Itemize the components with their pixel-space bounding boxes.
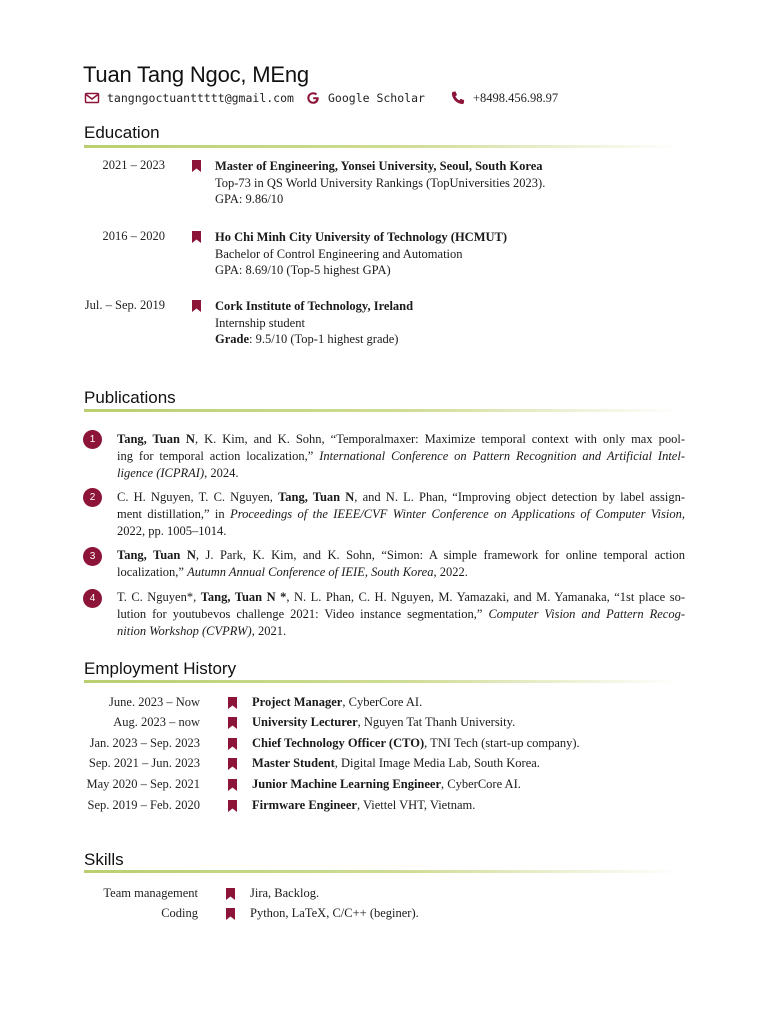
bookmark-icon	[228, 779, 237, 791]
employment-date: Jan. 2023 – Sep. 2023	[89, 736, 200, 750]
publications-section-title: Publications	[84, 388, 176, 407]
publication-number-badge: 1	[83, 430, 102, 449]
skill-category: Team management	[103, 886, 198, 900]
employment-entry	[252, 777, 521, 792]
education-entry	[215, 158, 545, 208]
publication-text: , 2021.	[251, 624, 287, 638]
publication-venue: Proceedings of the IEEE/CVF Winter Conference on Applications of Computer Vision	[230, 507, 682, 521]
publication-item	[117, 489, 685, 540]
publication-text: lution for youtubevos challenge 2021: Video instance segmentation,”	[117, 607, 489, 621]
bookmark-icon	[228, 738, 237, 750]
skill-category: Coding	[161, 906, 198, 920]
skill-value: Jira, Backlog.	[250, 886, 320, 900]
education-institution: Master of Engineering, Yonsei University, Seoul, South Korea	[215, 159, 543, 173]
publication-text: , and N. L. Phan, “Improving object detection by label assign-	[354, 490, 685, 504]
education-entry	[215, 229, 507, 279]
education-date: 2021 – 2023	[102, 158, 165, 172]
employment-entry	[252, 798, 475, 813]
bookmark-icon	[228, 800, 237, 812]
bookmark-icon	[228, 758, 237, 770]
publication-venue: ligence (ICPRAI)	[117, 466, 205, 480]
grade-label: Grade	[215, 332, 250, 346]
publication-item	[117, 589, 685, 640]
employment-org: , TNI Tech (start-up company).	[424, 736, 580, 750]
publication-number-badge: 4	[83, 589, 102, 608]
google-icon	[305, 90, 321, 106]
author-self: Tang, Tuan N	[117, 548, 196, 562]
publication-text: C. H. Nguyen, T. C. Nguyen,	[117, 490, 279, 504]
education-section-title: Education	[84, 123, 160, 142]
email-text[interactable]: tangngoctuanttttt@gmail.com	[107, 91, 294, 105]
employment-date: Sep. 2019 – Feb. 2020	[87, 798, 200, 812]
person-name: Tuan Tang Ngoc, MEng	[83, 62, 309, 87]
publication-text: 2022, pp. 1005–1014.	[117, 524, 227, 538]
envelope-icon	[84, 90, 100, 106]
skills-divider	[84, 870, 680, 873]
education-detail: Top-73 in QS World University Rankings (TopUniversities 2023).	[215, 175, 546, 190]
education-institution: Ho Chi Minh City University of Technology (HCMUT)	[215, 230, 508, 244]
education-grade	[215, 331, 413, 348]
phone-icon	[450, 90, 466, 106]
employment-role: Master Student	[252, 756, 335, 770]
publication-text: ,	[681, 507, 685, 521]
author-self: Tang, Tuan N	[117, 432, 195, 446]
publications-divider	[84, 409, 680, 412]
publication-number-badge: 3	[83, 547, 102, 566]
employment-role: Firmware Engineer	[252, 798, 357, 812]
education-detail: Bachelor of Control Engineering and Automation	[215, 246, 463, 261]
employment-role: Chief Technology Officer (CTO)	[252, 736, 425, 750]
skills-section-title: Skills	[84, 850, 124, 869]
employment-role: Junior Machine Learning Engineer	[252, 777, 442, 791]
publication-text: localization,”	[117, 565, 188, 579]
scholar-link[interactable]	[305, 89, 425, 107]
author-self: Tang, Tuan N *	[200, 590, 287, 604]
bookmark-icon	[226, 908, 235, 920]
publication-text: , J. Park, K. Kim, and K. Sohn, “Simon: A simple framework for online temporal action	[195, 548, 685, 562]
publication-text: T. C. Nguyen*,	[117, 590, 201, 604]
publication-item	[117, 547, 685, 581]
employment-role: University Lecturer	[252, 715, 358, 729]
bookmark-icon	[228, 697, 237, 709]
author-self: Tang, Tuan N	[278, 490, 355, 504]
publication-text: , 2024.	[204, 466, 239, 480]
employment-entry	[252, 715, 515, 730]
employment-divider	[84, 680, 680, 683]
employment-entry	[252, 695, 422, 710]
publication-text: , 2022.	[433, 565, 468, 579]
employment-role: Project Manager	[252, 695, 343, 709]
grade-value: : 9.5/10 (Top-1 highest grade)	[249, 332, 399, 346]
employment-org: , Nguyen Tat Thanh University.	[357, 715, 516, 729]
education-institution: Cork Institute of Technology, Ireland	[215, 299, 414, 313]
scholar-text[interactable]: Google Scholar	[328, 91, 425, 105]
employment-entry	[252, 756, 540, 771]
publication-venue: Computer Vision and Pattern Recog-	[488, 607, 686, 621]
employment-org: , CyberCore AI.	[342, 695, 423, 709]
education-divider	[84, 145, 680, 148]
employment-entry	[252, 736, 580, 751]
publication-venue: nition Workshop (CVPRW)	[117, 624, 252, 638]
publication-text: , K. Kim, and K. Sohn, “Temporalmaxer: Maximize temporal context with only max pool-	[194, 432, 686, 446]
bookmark-icon	[226, 888, 235, 900]
phone-contact[interactable]	[450, 89, 558, 107]
education-date: Jul. – Sep. 2019	[84, 298, 165, 312]
employment-org: , Digital Image Media Lab, South Korea.	[334, 756, 540, 770]
education-gpa: GPA: 8.69/10 (Top-5 highest GPA)	[215, 263, 391, 277]
employment-org: , Viettel VHT, Vietnam.	[356, 798, 476, 812]
publication-number-badge: 2	[83, 488, 102, 507]
skill-value: Python, LaTeX, C/C++ (beginer).	[250, 906, 419, 920]
email-contact[interactable]	[84, 89, 294, 107]
employment-section-title: Employment History	[84, 659, 237, 678]
education-date: 2016 – 2020	[102, 229, 165, 243]
publication-text: ment distillation,” in	[117, 507, 231, 521]
bookmark-icon	[228, 717, 237, 729]
education-entry	[215, 298, 413, 348]
publication-venue: Autumn Annual Conference of IEIE, South Korea	[187, 565, 434, 579]
phone-text: +8498.456.98.97	[473, 90, 559, 105]
bookmark-icon	[192, 231, 201, 243]
education-detail: Internship student	[215, 315, 305, 330]
education-gpa: GPA: 9.86/10	[215, 192, 284, 206]
publication-venue: International Conference on Pattern Recognition and Artificial Intel-	[319, 449, 685, 463]
employment-date: Aug. 2023 – now	[113, 715, 200, 729]
bookmark-icon	[192, 300, 201, 312]
publication-text: , N. L. Phan, C. H. Nguyen, M. Yamazaki, and M. Yamanaka, “1st place so-	[286, 590, 686, 604]
bookmark-icon	[192, 160, 201, 172]
employment-date: May 2020 – Sep. 2021	[86, 777, 200, 791]
employment-org: , CyberCore AI.	[441, 777, 521, 791]
publication-text: ing for temporal action localization,”	[117, 449, 320, 463]
publication-item	[117, 431, 685, 482]
employment-date: June. 2023 – Now	[109, 695, 200, 709]
employment-date: Sep. 2021 – Jun. 2023	[88, 756, 200, 770]
